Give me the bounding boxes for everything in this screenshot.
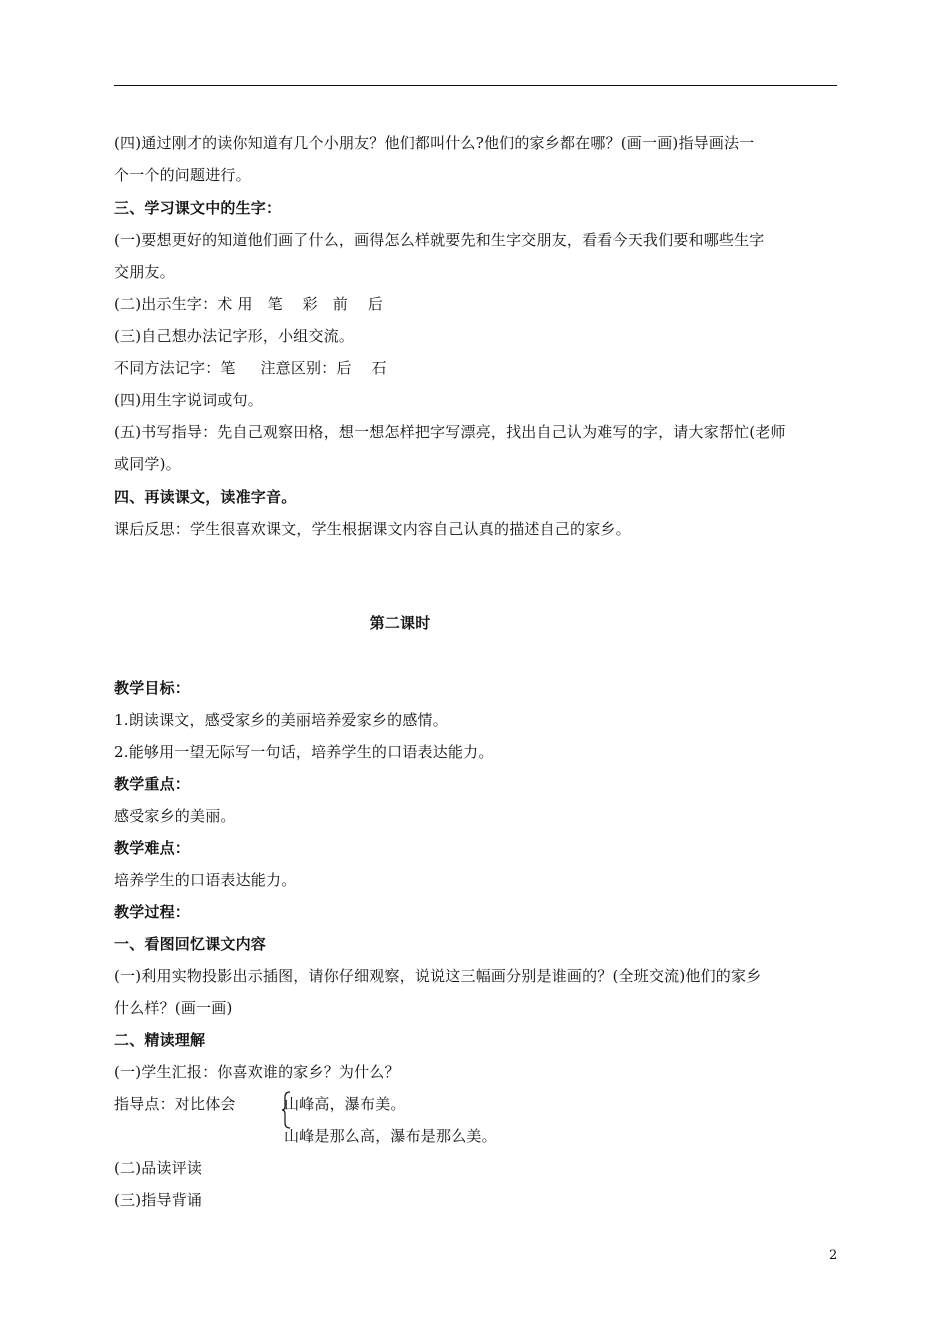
para-line: (四)用生字说词或句。	[114, 391, 263, 409]
para-line: (二)出示生字：术 用 笔 彩 前 后	[114, 295, 384, 313]
section-heading: 一、看图回忆课文内容	[114, 935, 267, 953]
comparison-line-long: 山峰是那么高，瀑布是那么美。	[284, 1127, 497, 1145]
header-rule	[114, 85, 837, 86]
page-number: 2	[829, 1248, 838, 1263]
para-line: 不同方法记字：笔 注意区别：后 石	[114, 359, 387, 377]
para-line: (三)指导背诵	[114, 1191, 203, 1209]
para-line: 课后反思：学生很喜欢课文，学生根据课文内容自己认真的描述自己的家乡。	[114, 520, 631, 538]
section-heading: 二、精读理解	[114, 1031, 206, 1049]
lesson-title: 第二课时	[369, 614, 431, 632]
comparison-line-short: 山峰高，瀑布美。	[284, 1095, 406, 1113]
para-line: 感受家乡的美丽。	[114, 807, 236, 825]
section-heading: 三、学习课文中的生字：	[114, 199, 282, 217]
para-line: 个一个的问题进行。	[114, 166, 251, 184]
para-line: 或同学)。	[114, 455, 181, 473]
para-line: 指导点：对比体会	[114, 1095, 236, 1113]
section-heading: 教学过程：	[114, 903, 191, 921]
section-heading: 教学难点：	[114, 839, 191, 857]
para-line: (五)书写指导：先自己观察田格，想一想怎样把字写漂亮，找出自己认为难写的字，请大家帮忙(老师	[114, 423, 786, 441]
para-line: (一)学生汇报：你喜欢谁的家乡？为什么？	[114, 1063, 400, 1081]
section-heading: 教学目标：	[114, 679, 191, 697]
para-line: (一)利用实物投影出示插图，请你仔细观察，说说这三幅画分别是谁画的？(全班交流)他们的家乡	[114, 967, 762, 985]
para-line: 1.朗读课文，感受家乡的美丽培养爱家乡的感情。	[114, 711, 448, 729]
para-line: (一)要想更好的知道他们画了什么，画得怎么样就要先和生字交朋友，看看今天我们要和哪些生字	[114, 231, 765, 249]
para-line: 2.能够用一望无际写一句话，培养学生的口语表达能力。	[114, 743, 494, 761]
section-heading: 四、再读课文，读准字音。	[114, 488, 297, 506]
para-line: 什么样？(画一画)	[114, 999, 233, 1017]
para-line: (三)自己想办法记字形，小组交流。	[114, 327, 355, 345]
para-line: 交朋友。	[114, 263, 175, 281]
section-heading: 教学重点：	[114, 775, 191, 793]
para-line: (二)品读评读	[114, 1159, 203, 1177]
para-line: 培养学生的口语表达能力。	[114, 871, 297, 889]
para-line: (四)通过刚才的读你知道有几个小朋友？他们都叫什么?他们的家乡都在哪？(画一画)指导画法一	[114, 134, 755, 152]
